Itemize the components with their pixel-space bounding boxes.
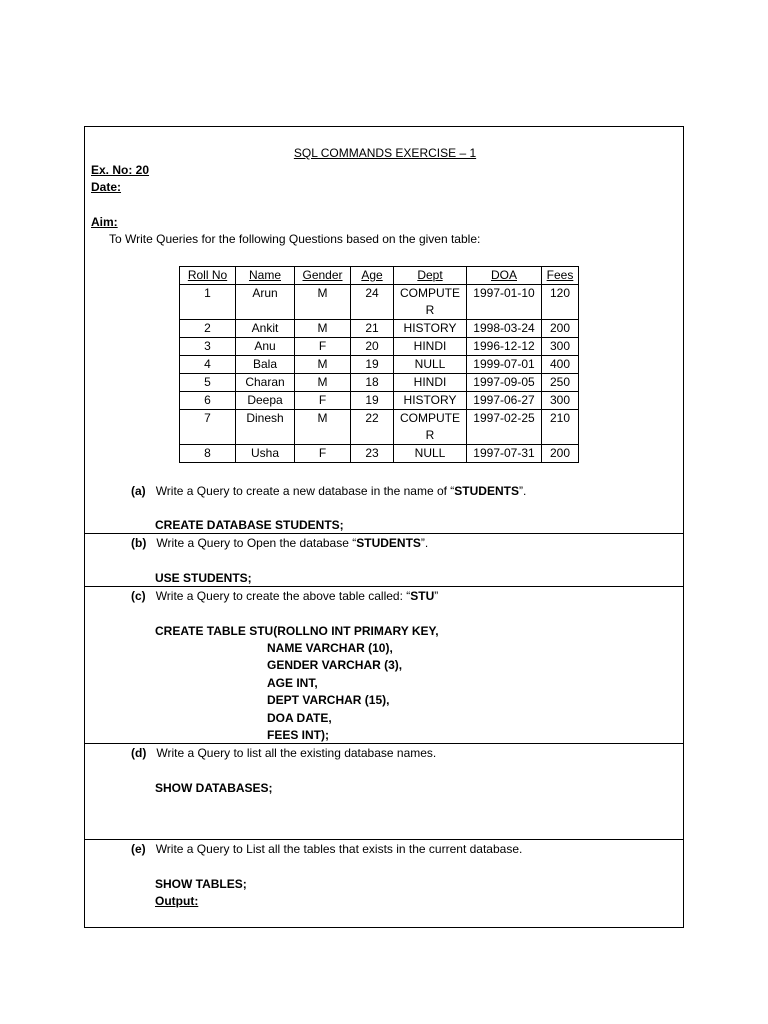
page-title: SQL COMMANDS EXERCISE – 1 (293, 146, 477, 160)
question-b (131, 535, 428, 552)
cell-doa: 1998-03-24 (467, 320, 542, 338)
question-c-text: Write a Query to create the above table called: “ (155, 589, 411, 603)
header-age: Age (351, 267, 394, 285)
question-d (131, 745, 436, 762)
cell-fees: 210 (542, 410, 579, 445)
output-label: Output: (155, 894, 199, 908)
table-row (180, 320, 579, 338)
cell-dept: NULL (394, 356, 467, 374)
question-d-text: Write a Query to list all the existing database names. (156, 746, 437, 760)
cell-fees: 300 (542, 392, 579, 410)
cell-age: 22 (351, 410, 394, 445)
question-a-text-end: ”. (518, 484, 527, 498)
cell-fees: 250 (542, 374, 579, 392)
cell-roll: 6 (180, 392, 236, 410)
cell-dept-line2: R (425, 303, 435, 317)
question-e (131, 841, 522, 858)
cell-name: Charan (236, 374, 295, 392)
cell-dept (394, 285, 467, 320)
question-c-keyword: STU (410, 589, 435, 603)
cell-doa: 1997-01-10 (467, 285, 542, 320)
cell-doa: 1997-06-27 (467, 392, 542, 410)
cell-gender: M (295, 374, 351, 392)
cell-roll: 7 (180, 410, 236, 445)
cell-dept: HINDI (394, 374, 467, 392)
cell-name: Deepa (236, 392, 295, 410)
table-row (180, 356, 579, 374)
cell-doa: 1997-09-05 (467, 374, 542, 392)
question-b-keyword: STUDENTS (356, 536, 421, 550)
cell-dept: HISTORY (394, 392, 467, 410)
cell-fees: 400 (542, 356, 579, 374)
cell-name: Ankit (236, 320, 295, 338)
cell-age: 19 (351, 392, 394, 410)
answer-a: CREATE DATABASE STUDENTS; (155, 518, 344, 532)
answer-c-line: DOA DATE, (267, 711, 332, 725)
question-b-text: Write a Query to Open the database “ (156, 536, 357, 550)
cell-roll: 1 (180, 285, 236, 320)
cell-dept: HISTORY (394, 320, 467, 338)
cell-age: 24 (351, 285, 394, 320)
question-a-text: Write a Query to create a new database in the name of “ (155, 484, 455, 498)
header-doa: DOA (467, 267, 542, 285)
cell-dept-line1: COMPUTE (400, 286, 460, 300)
cell-gender: M (295, 320, 351, 338)
cell-doa: 1999-07-01 (467, 356, 542, 374)
header-roll-no: Roll No (180, 267, 236, 285)
cell-fees: 120 (542, 285, 579, 320)
cell-doa: 1996-12-12 (467, 338, 542, 356)
ex-number: Ex. No: 20 (91, 163, 150, 177)
divider (85, 743, 683, 744)
cell-name: Bala (236, 356, 295, 374)
header-gender: Gender (295, 267, 351, 285)
cell-age: 20 (351, 338, 394, 356)
header-name: Name (236, 267, 295, 285)
question-d-label: (d) (131, 746, 147, 760)
cell-age: 23 (351, 445, 394, 463)
question-b-label: (b) (131, 536, 147, 550)
cell-dept-line2: R (425, 428, 435, 442)
answer-c-line: DEPT VARCHAR (15), (267, 693, 390, 707)
aim-label: Aim: (91, 215, 118, 229)
cell-gender: M (295, 356, 351, 374)
answer-b: USE STUDENTS; (155, 571, 252, 585)
cell-gender: M (295, 410, 351, 445)
question-e-text: Write a Query to List all the tables that exists in the current database. (155, 842, 523, 856)
question-a-label: (a) (131, 484, 146, 498)
header-fees: Fees (542, 267, 579, 285)
table-row (180, 445, 579, 463)
question-c-text-end: ” (434, 589, 439, 603)
question-b-text-end: ”. (420, 536, 429, 550)
cell-fees: 200 (542, 320, 579, 338)
cell-dept-line1: COMPUTE (400, 411, 460, 425)
cell-age: 18 (351, 374, 394, 392)
cell-fees: 200 (542, 445, 579, 463)
cell-roll: 3 (180, 338, 236, 356)
cell-gender: F (295, 392, 351, 410)
divider (85, 839, 683, 840)
table-row (180, 285, 579, 320)
cell-age: 21 (351, 320, 394, 338)
cell-name: Anu (236, 338, 295, 356)
answer-c-line: AGE INT, (267, 676, 318, 690)
table-row (180, 374, 579, 392)
student-table (179, 266, 579, 463)
cell-fees: 300 (542, 338, 579, 356)
cell-dept: HINDI (394, 338, 467, 356)
cell-name: Arun (236, 285, 295, 320)
exercise-frame (84, 126, 684, 928)
answer-c-line: NAME VARCHAR (10), (267, 641, 393, 655)
cell-roll: 4 (180, 356, 236, 374)
header-dept: Dept (394, 267, 467, 285)
cell-gender: M (295, 285, 351, 320)
cell-roll: 8 (180, 445, 236, 463)
aim-text: To Write Queries for the following Questions based on the given table: (109, 232, 481, 246)
cell-doa: 1997-02-25 (467, 410, 542, 445)
question-a (131, 483, 526, 500)
date-label: Date: (91, 180, 122, 194)
question-c (131, 588, 438, 605)
cell-dept: NULL (394, 445, 467, 463)
answer-c-line: FEES INT); (267, 728, 329, 742)
answer-d: SHOW DATABASES; (155, 781, 273, 795)
cell-roll: 2 (180, 320, 236, 338)
cell-gender: F (295, 445, 351, 463)
cell-gender: F (295, 338, 351, 356)
cell-roll: 5 (180, 374, 236, 392)
cell-dept (394, 410, 467, 445)
divider (85, 586, 683, 587)
cell-age: 19 (351, 356, 394, 374)
answer-c-line: CREATE TABLE STU(ROLLNO INT PRIMARY KEY, (155, 624, 439, 638)
cell-name: Dinesh (236, 410, 295, 445)
question-c-label: (c) (131, 589, 146, 603)
question-a-keyword: STUDENTS (454, 484, 519, 498)
cell-name: Usha (236, 445, 295, 463)
table-header-row (180, 267, 579, 285)
question-e-label: (e) (131, 842, 146, 856)
answer-c-line: GENDER VARCHAR (3), (267, 658, 403, 672)
table-row (180, 338, 579, 356)
answer-e: SHOW TABLES; (155, 877, 247, 891)
table-row (180, 392, 579, 410)
divider (85, 533, 683, 534)
cell-doa: 1997-07-31 (467, 445, 542, 463)
table-row (180, 410, 579, 445)
